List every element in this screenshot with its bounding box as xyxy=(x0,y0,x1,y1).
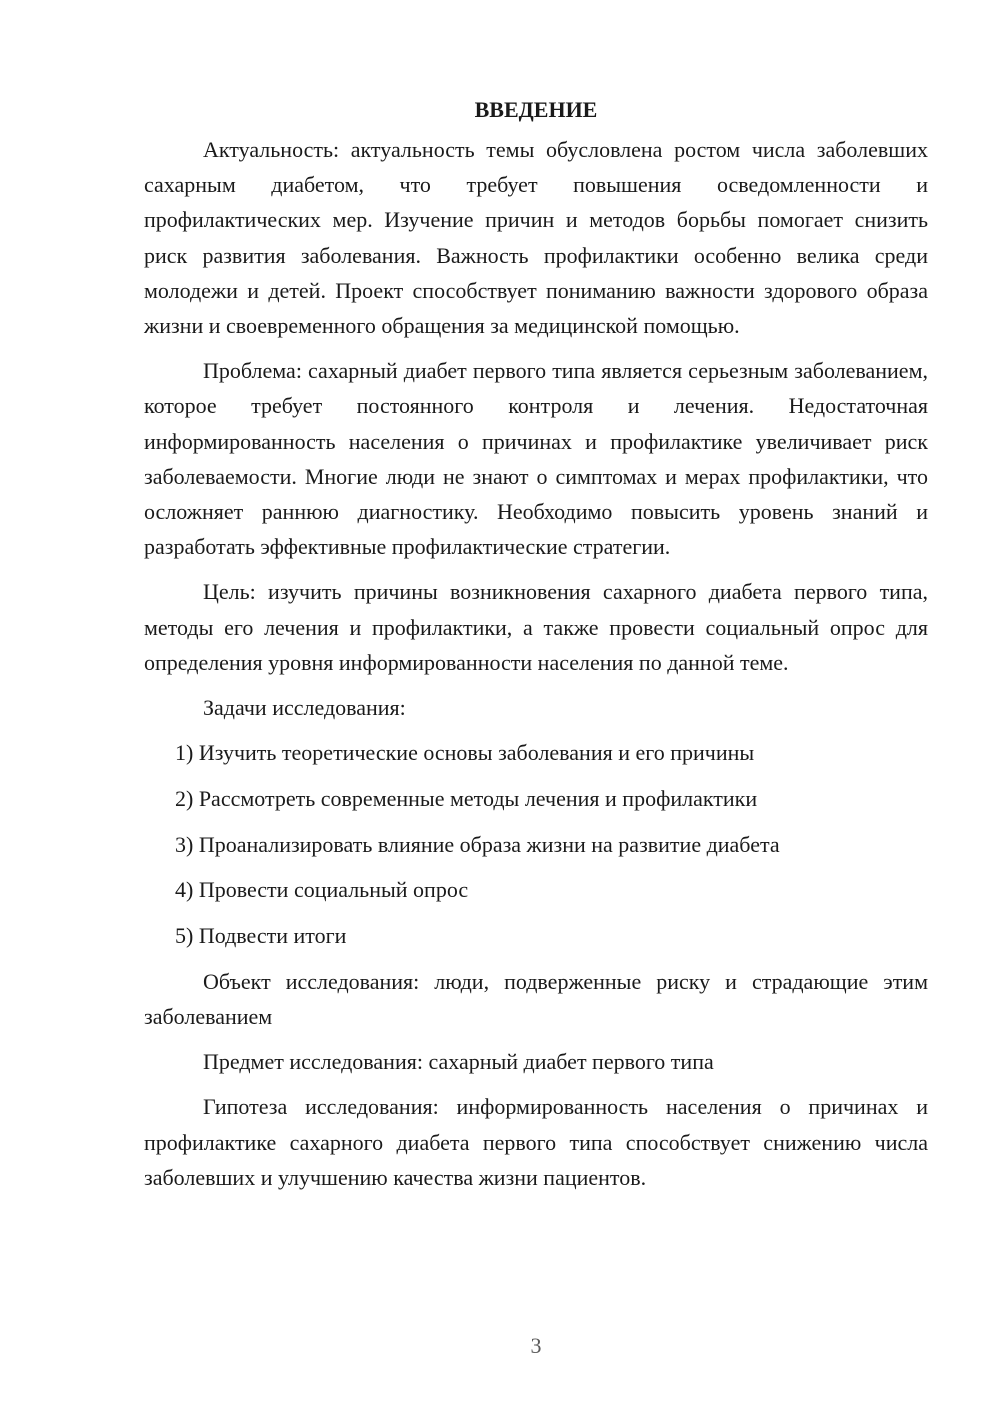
object-paragraph: Объект исследования: люди, подверженные риску и страдающие этим заболеванием xyxy=(144,968,928,1029)
document-page xyxy=(144,92,928,1205)
list-item: 1) Изучить теоретические основы заболевания и его причины xyxy=(175,740,755,766)
list-item: 3) Проанализировать влияние образа жизни на развитие диабета xyxy=(175,831,780,857)
relevance-paragraph: Актуальность: актуальность темы обусловлена ростом числа заболевших сахарным диабетом, что требует повышения осведомленности и профилактических мер. Изучение причин и методов борьбы помогает снизить риск развития заболевания. Важность профилактики особенно велика среди молодежи и детей. Проект способствует пониманию важности здорового образа жизни и своевременного обращения за медицинской помощью. xyxy=(144,137,928,339)
goal-paragraph: Цель: изучить причины возникновения сахарного диабета первого типа, методы его лечения и профилактики, а также провести социальный опрос для определения уровня информированности населения по данной теме. xyxy=(144,579,928,675)
tasks-list xyxy=(144,735,928,953)
list-item: 5) Подвести итоги xyxy=(175,923,347,949)
page-number: 3 xyxy=(530,1333,542,1358)
list-item: 4) Провести социальный опрос xyxy=(175,877,469,903)
problem-paragraph: Проблема: сахарный диабет первого типа является серьезным заболеванием, которое требует постоянного контроля и лечения. Недостаточная информированность населения о причинах и профилактике увеличивает риск заболеваемости. Многие люди не знают о симптомах и мерах профилактики, что осложняет раннюю диагностику. Необходимо повысить уровень знаний и разработать эффективные профилактические стратегии. xyxy=(144,358,928,560)
section-heading: ВВЕДЕНИЕ xyxy=(474,97,598,122)
subject-paragraph: Предмет исследования: сахарный диабет первого типа xyxy=(203,1049,714,1075)
tasks-title: Задачи исследования: xyxy=(203,695,406,721)
list-item: 2) Рассмотреть современные методы лечения и профилактики xyxy=(175,785,758,811)
hypothesis-paragraph: Гипотеза исследования: информированность населения о причинах и профилактике сахарного диабета первого типа способствует снижению числа заболевших и улучшению качества жизни пациентов. xyxy=(144,1094,928,1190)
